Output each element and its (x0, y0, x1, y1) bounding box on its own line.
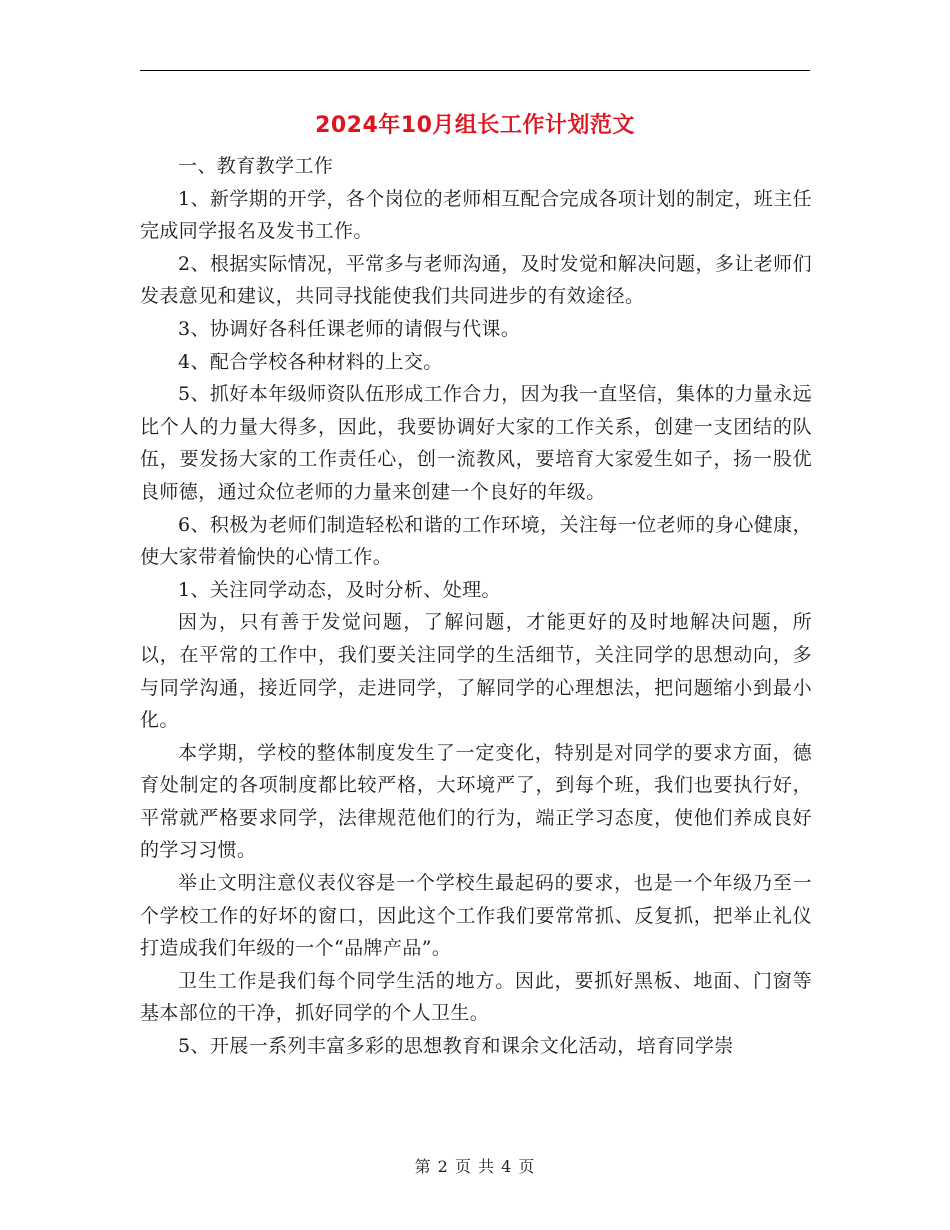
paragraph: 6、积极为老师们制造轻松和谐的工作环境，关注每一位老师的身心健康，使大家带着愉快的心情工作。 (140, 513, 812, 569)
document-title: 2024年10月组长工作计划范文 (315, 113, 635, 138)
document-body (140, 150, 812, 1063)
paragraph: 1、新学期的开学，各个岗位的老师相互配合完成各项计划的制定，班主任完成同学报名及发书工作。 (140, 187, 812, 243)
paragraph: 举止文明注意仪表仪容是一个学校生最起码的要求，也是一个年级乃至一个学校工作的好坏的窗口，因此这个工作我们要常常抓、反复抓，把举止礼仪打造成我们年级的一个“品牌产品”。 (140, 872, 812, 960)
paragraph: 2、根据实际情况，平常多与老师沟通，及时发觉和解决问题，多让老师们发表意见和建议，共同寻找能使我们共同进步的有效途径。 (140, 252, 812, 308)
page-number: 第 2 页 共 4 页 (414, 1157, 536, 1176)
paragraph: 4、配合学校各种材料的上交。 (178, 350, 443, 373)
paragraph: 一、教育教学工作 (178, 155, 334, 177)
header-rule (140, 70, 810, 71)
paragraph: 因为，只有善于发觉问题，了解问题，才能更好的及时地解决问题，所以，在平常的工作中，我们要关注同学的生活细节，关注同学的思想动向，多与同学沟通，接近同学，走进同学，了解同学的心理想法，把问题缩小到最小化。 (140, 611, 812, 732)
paragraph: 5、开展一系列丰富多彩的思想教育和课余文化活动，培育同学崇 (178, 1035, 734, 1058)
paragraph: 卫生工作是我们每个同学生活的地方。因此，要抓好黑板、地面、门窗等基本部位的干净，抓好同学的个人卫生。 (140, 969, 812, 1025)
paragraph: 本学期，学校的整体制度发生了一定变化，特别是对同学的要求方面，德育处制定的各项制度都比较严格，大环境严了，到每个班，我们也要执行好，平常就严格要求同学，法律规范他们的行为，端正学习态度，使他们养成良好的学习习惯。 (140, 741, 812, 862)
paragraph: 1、关注同学动态，及时分析、处理。 (178, 578, 501, 601)
paragraph: 5、抓好本年级师资队伍形成工作合力，因为我一直坚信，集体的力量永远比个人的力量大得多，因此，我要协调好大家的工作关系，创建一支团结的队伍，要发扬大家的工作责任心，创一流教风，要培育大家爱生如子，扬一股优良师德，通过众位老师的力量来创建一个良好的年级。 (140, 383, 812, 503)
paragraph: 3、协调好各科任课老师的请假与代课。 (178, 317, 521, 340)
